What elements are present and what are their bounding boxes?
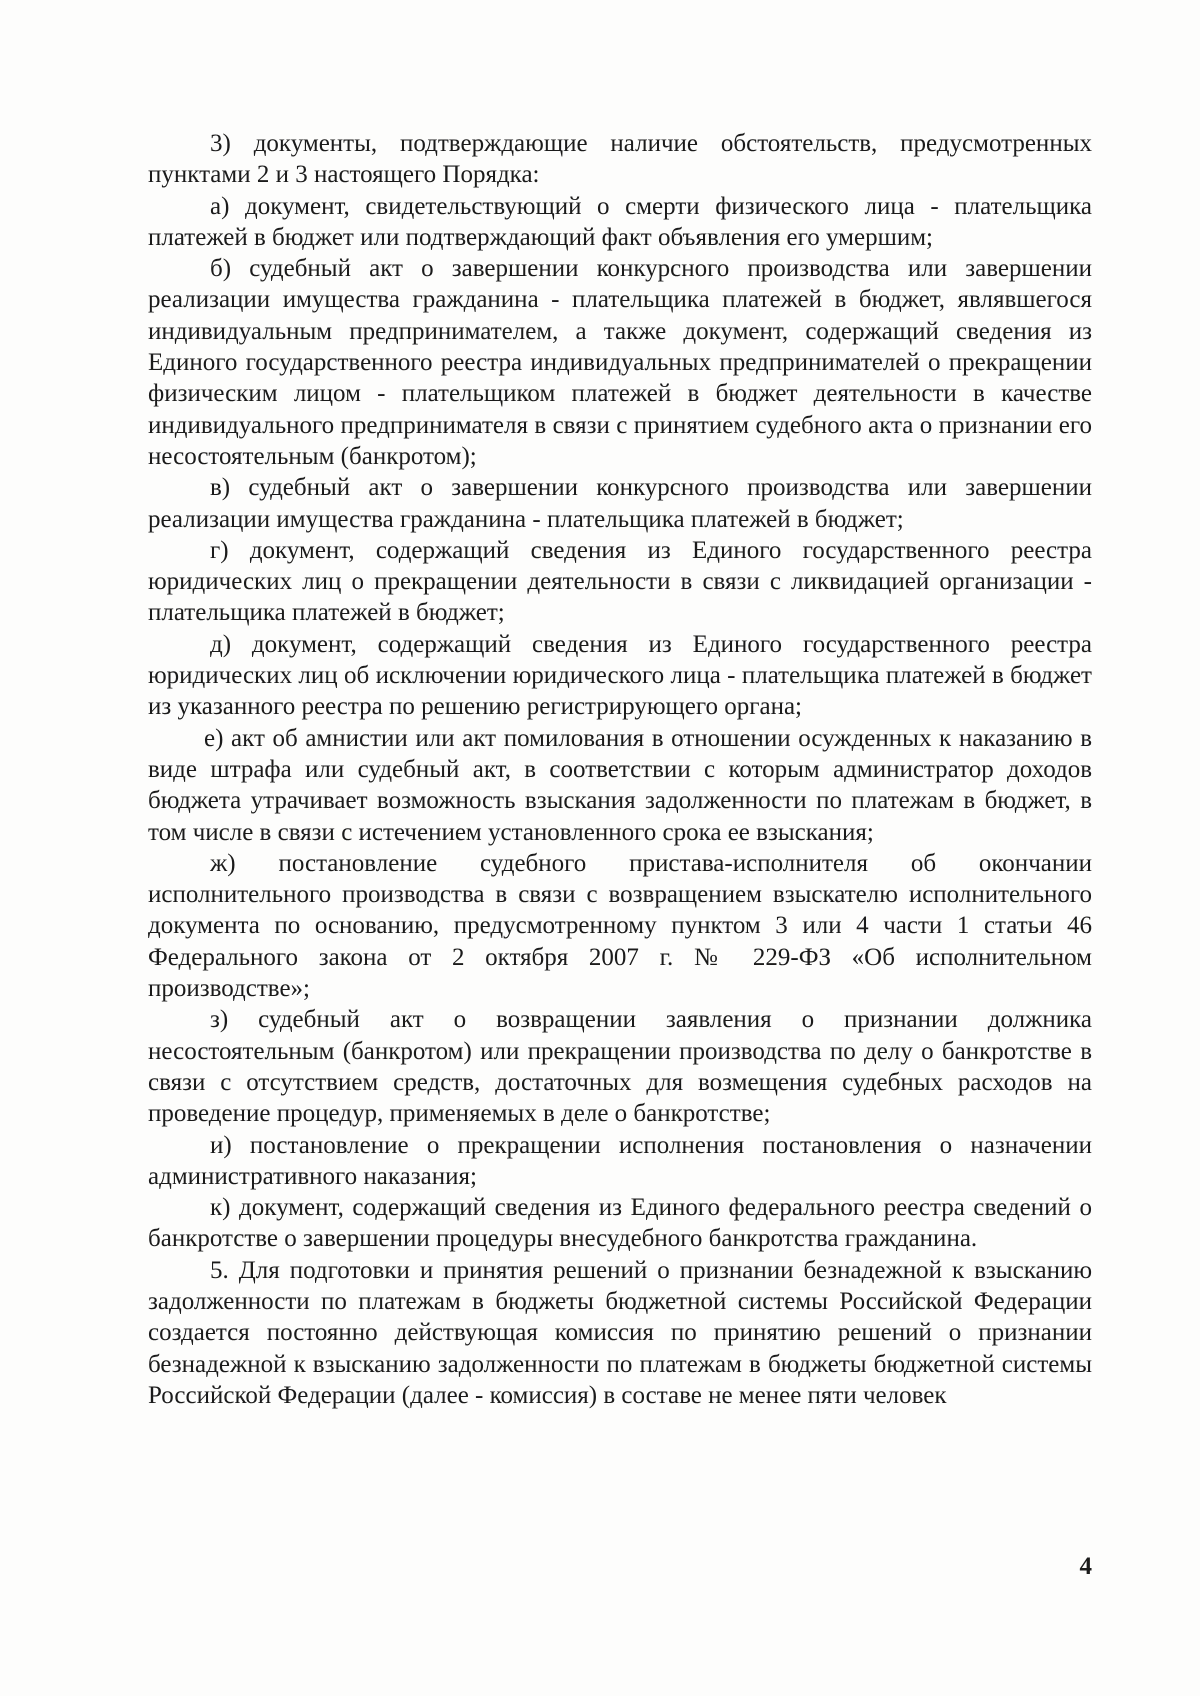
subitem-b: б) судебный акт о завершении конкурсного производства или завершении реализации имущества гражданина - плательщика платежей в бюджет, являвшегося индивидуальным предпринимателем, а также документ, содержащий сведения из Единого государственного реестра индивидуальных предпринимателей о прекращении физическим лицом - плательщиком платежей в бюджет деятельности в качестве индивидуального предпринимателя в связи с принятием судебного акта о признании его несостоятельным (банкротом); — [148, 255, 1092, 470]
subitem-e: е) акт об амнистии или акт помилования в отношении осужденных к наказанию в виде штрафа или судебный акт, в соответствии с которым администратор доходов бюджета утрачивает возможность взыскания задолженности по платежам в бюджет, в том числе в связи с истечением установленного срока ее взыскания; — [148, 724, 1092, 846]
subitem-v: в) судебный акт о завершении конкурсного производства или завершении реализации имущества гражданина - плательщика платежей в бюджет; — [148, 474, 1092, 533]
subitem-d: д) документ, содержащий сведения из Единого государственного реестра юридических лиц об исключении юридического лица - плательщика платежей в бюджет из указанного реестра по решению регистрирующего органа; — [148, 630, 1092, 721]
subitem-k: к) документ, содержащий сведения из Единого федерального реестра сведений о банкротстве о завершении процедуры внесудебного банкротства гражданина. — [148, 1194, 1092, 1253]
document-body — [148, 128, 1092, 1411]
subitem-i: и) постановление о прекращении исполнения постановления о назначении административного наказания; — [148, 1131, 1092, 1190]
subitem-a: а) документ, свидетельствующий о смерти физического лица - плательщика платежей в бюджет или подтверждающий факт объявления его умершим; — [148, 192, 1092, 251]
subitem-z: з) судебный акт о возвращении заявления о признании должника несостоятельным (банкротом) или прекращении производства по делу о банкротстве в связи с отсутствием средств, достаточных для возмещения судебных расходов на проведение процедур, применяемых в деле о банкротстве; — [148, 1006, 1092, 1128]
subitem-zh: ж) постановление судебного пристава-исполнителя об окончании исполнительного производства в связи с возвращением взыскателю исполнительного документа по основанию, предусмотренному пунктом 3 или 4 части 1 статьи 46 Федерального закона от 2 октября 2007 г. № 229-ФЗ «Об исполнительном производстве»; — [148, 849, 1092, 1003]
paragraph-5: 5. Для подготовки и принятия решений о признании безнадежной к взысканию задолженности по платежам в бюджеты бюджетной системы Российской Федерации создается постоянно действующая комиссия по принятию решений о признании безнадежной к взысканию задолженности по платежам в бюджеты бюджетной системы Российской Федерации (далее - комиссия) в составе не менее пяти человек — [148, 1256, 1092, 1409]
subitem-g: г) документ, содержащий сведения из Единого государственного реестра юридических лиц о прекращении деятельности в связи с ликвидацией организации - плательщика платежей в бюджет; — [148, 536, 1092, 627]
paragraph-item-3: 3) документы, подтверждающие наличие обстоятельств, предусмотренных пунктами 2 и 3 настоящего Порядка: — [148, 130, 1092, 189]
page-number: 4 — [1079, 1553, 1092, 1580]
